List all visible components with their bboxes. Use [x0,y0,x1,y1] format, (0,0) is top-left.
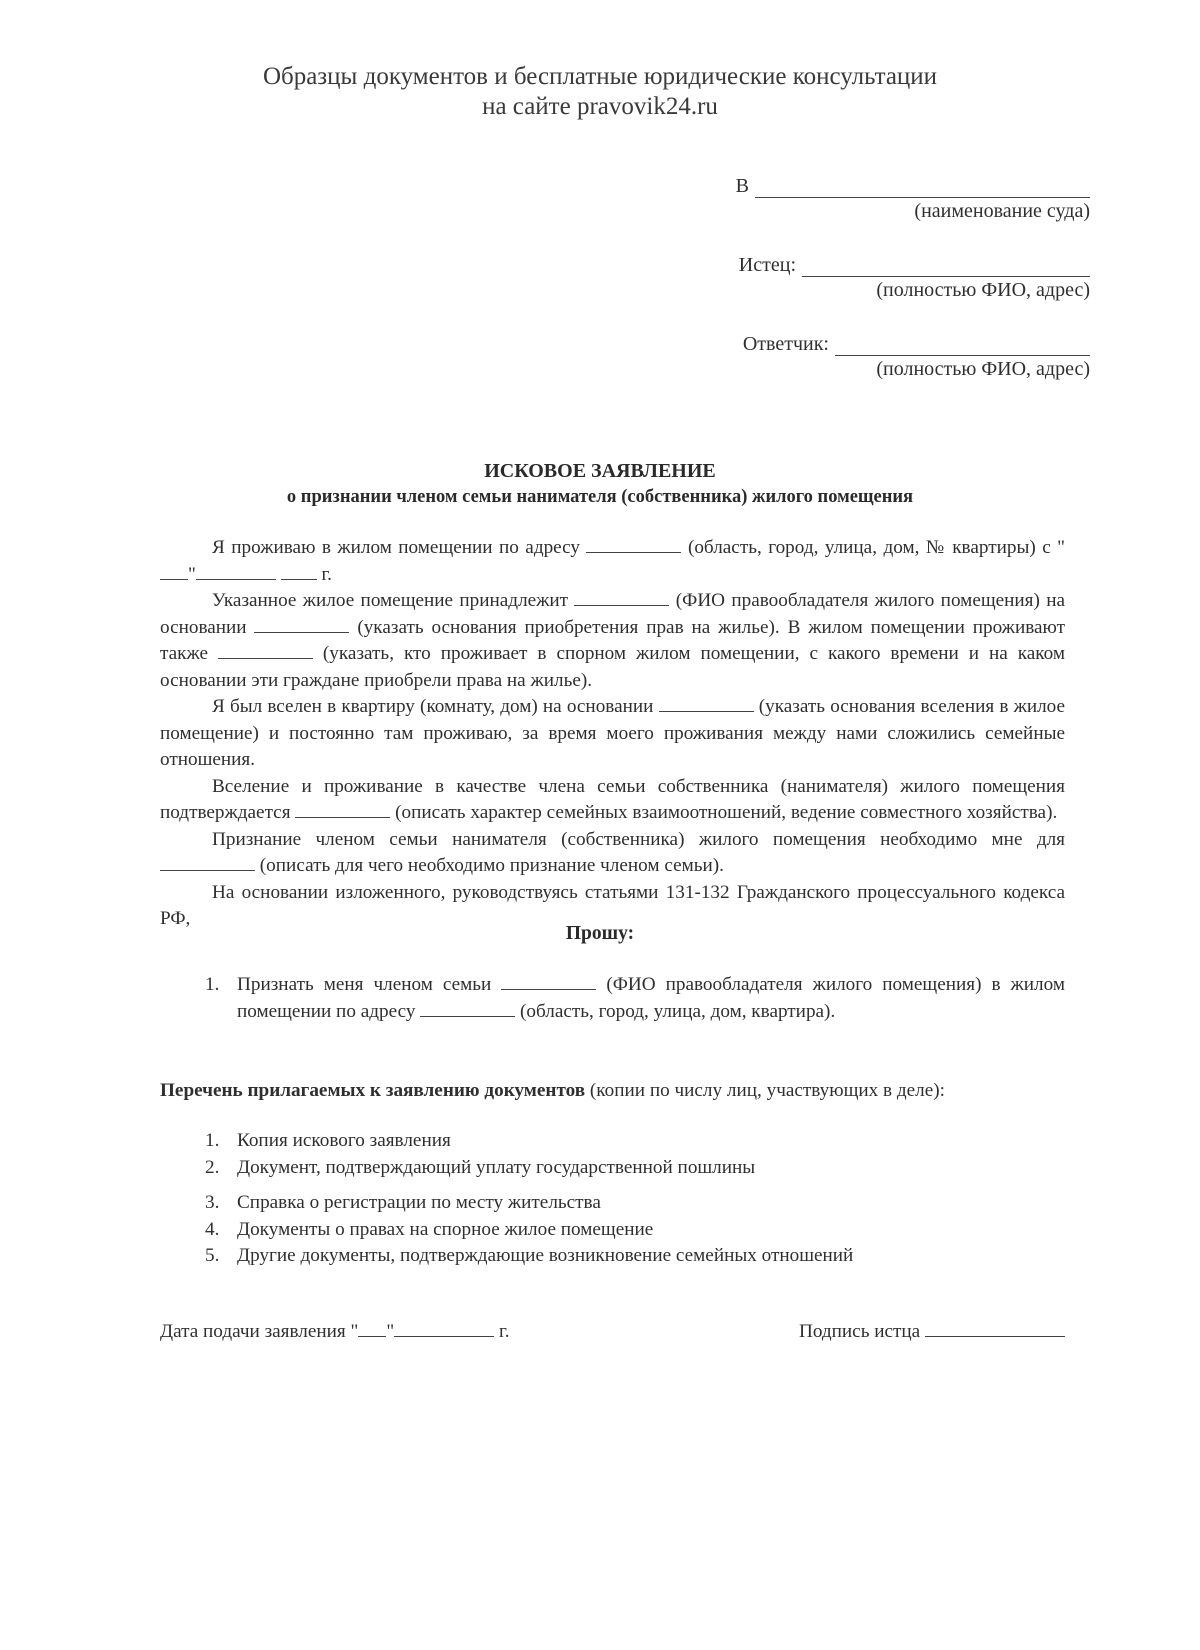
filing-month-year-blank[interactable] [394,1320,494,1337]
year-blank[interactable] [281,563,317,580]
filing-day-blank[interactable] [358,1320,386,1337]
plaintiff-hint: (полностью ФИО, адрес) [876,279,1090,301]
paragraph-1: Я проживаю в жилом помещении по адресу (область, город, улица, дом, № квартиры) с "" г. [160,535,1065,588]
defendant-field[interactable] [835,335,1090,356]
court-hint: (наименование суда) [914,200,1090,222]
signature-blank[interactable] [925,1320,1065,1337]
signature: Подпись истца [799,1320,1065,1343]
owner-blank[interactable] [574,589,669,606]
attachments-list [205,1128,1065,1270]
attachment-item: 3. Справка о регистрации по месту жительства [205,1192,601,1213]
attachment-item: 1. Копия искового заявления [205,1130,451,1151]
defendant-label: Ответчик: [742,333,829,355]
paragraph-6: На основании изложенного, руководствуясь статьями 131-132 Гражданского процессуального кодекса РФ, [160,881,1065,929]
request-address-blank[interactable] [420,1000,515,1017]
court-prefix: В [735,175,749,197]
document-title: ИСКОВОЕ ЗАЯВЛЕНИЕ [484,460,716,482]
month-blank[interactable] [196,563,276,580]
request-item: 1. Признать меня членом семьи (ФИО правообладателя жилого помещения) в жилом помещении по адресу (область, город, улица, дом, квартира). [205,974,1066,1022]
day-blank[interactable] [160,563,188,580]
document-body [160,535,1065,933]
filing-date: Дата подачи заявления " " г. [160,1321,510,1342]
family-owner-blank[interactable] [501,973,596,990]
plaintiff-label: Истец: [738,254,796,276]
paragraph-5: Признание членом семьи нанимателя (собственника) жилого помещения необходимо мне для (описать для чего необходимо признание членом семьи). [160,827,1065,880]
purpose-blank[interactable] [160,854,255,871]
move-in-basis-blank[interactable] [659,695,754,712]
attachment-item: 2. Документ, подтверждающий уплату государственной пошлины [205,1156,756,1178]
paragraph-3: Я был вселен в квартиру (комнату, дом) на основании (указать основания вселения в жилое помещение) и постоянно там проживаю, за время моего проживания между нами сложились семейные отношения. [160,696,1066,770]
document-subtitle: о признании членом семьи нанимателя (собственника) жилого помещения [286,487,914,507]
court-name-field[interactable] [755,177,1090,198]
site-header-line1: Образцы документов и бесплатные юридические консультации [262,63,938,90]
plaintiff-block [739,254,1090,302]
request-heading: Прошу: [565,923,635,944]
site-header-line2: на сайте pravovik24.ru [482,93,718,120]
defendant-block [743,333,1090,381]
request-list [205,972,1065,1025]
attachment-item: 5. Другие документы, подтверждающие возникновение семейных отношений [205,1245,854,1266]
basis-blank[interactable] [254,616,349,633]
attachments-heading: Перечень прилагаемых к заявлению документов (копии по числу лиц, участвующих в деле): [160,1080,945,1101]
plaintiff-field[interactable] [802,256,1090,277]
confirmation-blank[interactable] [295,801,390,818]
defendant-hint: (полностью ФИО, адрес) [876,358,1090,380]
site-header [0,62,1200,122]
paragraph-2: Указанное жилое помещение принадлежит (ФИО правообладателя жилого помещения) на основании (указать основания приобретения прав на жилье). В жилом помещении проживают также (указать, кто проживает в спорном жилом помещении, с какого времени и на каком основании эти граждане приобрели права на жилье). [160,590,1066,691]
paragraph-4: Вселение и проживание в качестве члена семьи собственника (нанимателя) жилого помещения подтверждается (описать характер семейных взаимоотношений, ведение совместного хозяйства). [160,775,1065,823]
attachment-item: 4. Документы о правах на спорное жилое помещение [205,1218,654,1240]
residents-blank[interactable] [218,642,313,659]
court-block [736,175,1090,223]
address-blank[interactable] [586,536,681,553]
